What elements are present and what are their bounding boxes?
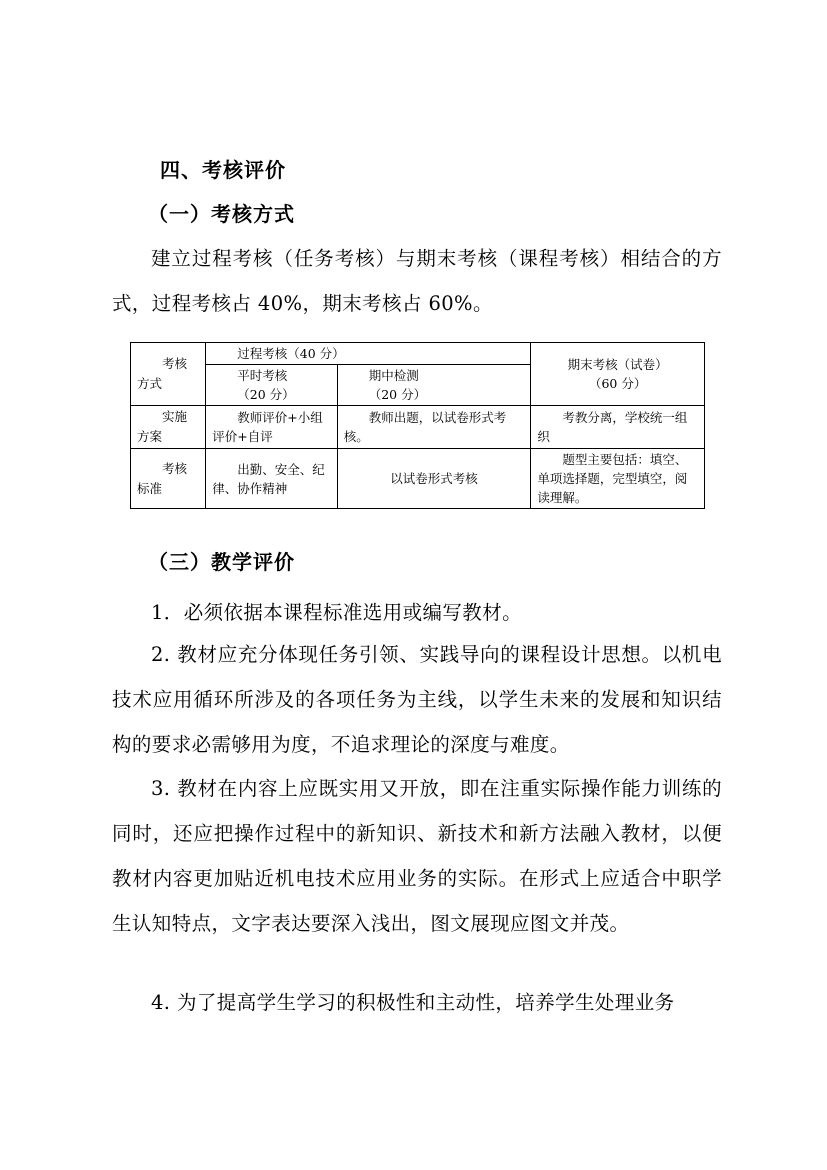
regular-header-line-2: （20 分）: [237, 387, 295, 402]
row-label-line-1: 实施: [162, 409, 188, 424]
midterm-header-line-1: 期中检测: [368, 368, 419, 383]
midterm-assessment-header: [337, 365, 531, 406]
final-header-line-2: （60 分）: [588, 376, 647, 391]
regular-header-line-1: 平时考核: [237, 368, 288, 383]
subsection-heading-teaching-evaluation: （三）教学评价: [148, 550, 295, 574]
table-cell-regular: 教师评价+小组评价+自评: [206, 406, 337, 449]
final-header-line-1: 期末考核（试卷）: [567, 357, 668, 372]
table-cell-regular: 出勤、安全、纪律、协作精神: [206, 449, 337, 509]
table-header-row: [131, 343, 705, 365]
subsection-heading-assessment-method: （一）考核方式: [148, 202, 295, 226]
row-label-line-2: 标准: [137, 480, 163, 496]
intro-paragraph: 建立过程考核（任务考核）与期末考核（课程考核）相结合的方式，过程考核占 40%，期末考核占 60%。: [112, 247, 722, 315]
final-assessment-header: [531, 343, 705, 406]
table-cell-midterm: 教师出题，以试卷形式考核。: [337, 406, 531, 449]
table-cell-final: 题型主要包括：填空、单项选择题，完型填空，阅读理解。: [531, 449, 705, 509]
list-item: 1．必须依据本课程标准选用或编写教材。: [151, 601, 523, 624]
midterm-header-line-2: （20 分）: [368, 387, 427, 402]
row-label-line-2: 方案: [137, 429, 163, 444]
header-label-line-2: 方式: [137, 376, 163, 391]
section-heading: 四、考核评价: [160, 158, 286, 182]
list-item: 4. 为了提高学生学习的积极性和主动性，培养学生处理业务: [151, 991, 675, 1014]
regular-assessment-header: [206, 365, 337, 406]
table-row-implementation: [131, 406, 705, 449]
table-cell-midterm: 以试卷形式考核: [337, 449, 531, 509]
header-label-line-1: 考核: [162, 356, 188, 371]
list-item: 2. 教材应充分体现任务引领、实践导向的课程设计思想。以机电技术应用循环所涉及的各项任务为主线，以学生未来的发展和知识结构的要求必需够用为度，不追求理论的深度与难度。: [112, 643, 722, 756]
assessment-table: [130, 342, 705, 509]
list-item: 3. 教材在内容上应既实用又开放，即在注重实际操作能力训练的同时，还应把操作过程中的新知识、新技术和新方法融入教材，以便教材内容更加贴近机电技术应用业务的实际。在形式上应适合中职学生认知特点，文字表达要深入浅出，图文展现应图文并茂。: [112, 777, 722, 935]
row-label-line-1: 考核: [162, 460, 188, 476]
process-assessment-header: 过程考核（40 分）: [206, 343, 531, 365]
table-row-standard: [131, 449, 705, 509]
row-label-cell: [131, 406, 206, 449]
table-cell-final: 考教分离，学校统一组织: [531, 406, 705, 449]
row-label-cell: [131, 449, 206, 509]
header-label-cell: [131, 343, 206, 406]
